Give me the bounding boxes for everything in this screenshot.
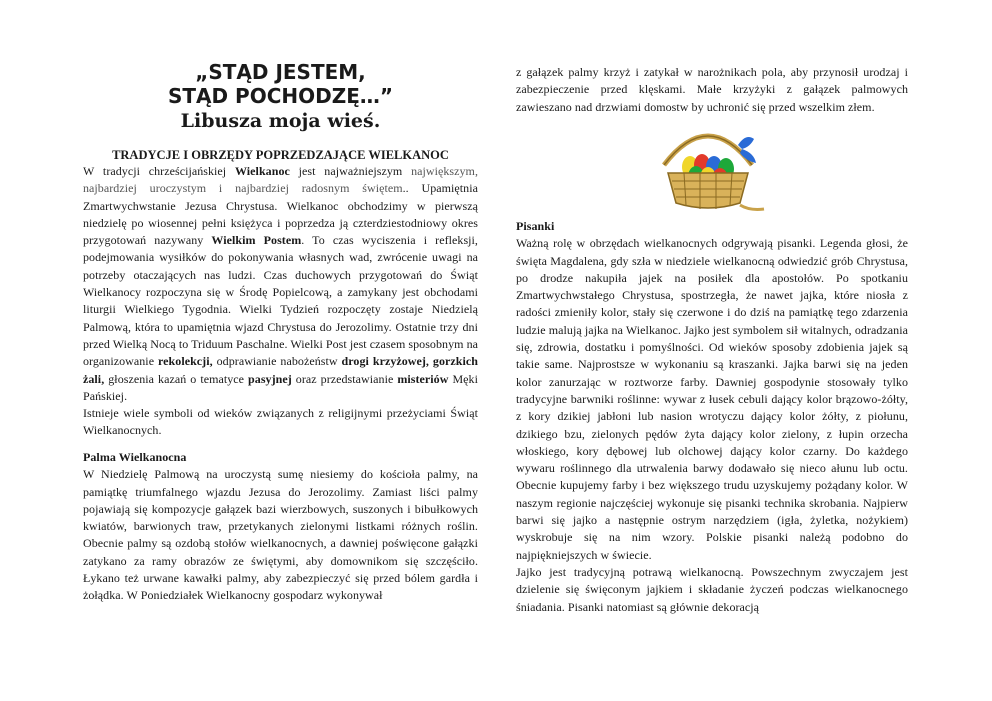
pisanki-section	[516, 218, 908, 616]
page-title-line-2: STĄD POCHODZĘ…”	[167, 84, 394, 108]
text-run: głoszenia kazań o tematyce	[104, 371, 249, 386]
text-run: . To czas wyciszenia i refleksji, podejmowania wysiłków do pokonywania własnych wad, zwrócenie uwagi na potrzeby otaczających nas ludzi. Czas duchowych przygotowań do Świąt Wielkanocy rozpoczyna się w Środę Popielcową, a zamykany jest obchodami liturgii Wielkiego Tygodnia. Wielki Tydzień rozpoczęty zostaje Niedzielą Palmową, która to upamiętnia wjazd Chrystusa do Jerozolimy. Ostatnie trzy dni przed Wielką Nocą to Triduum Paschalne. Wielki Post jest czasem sposobnym na organizowanie	[83, 233, 478, 369]
bold-term: drogi krzyżowej, gorzkich żali,	[83, 354, 478, 386]
bold-term: misteriów	[397, 371, 449, 386]
symbols-paragraph: Istnieje wiele symboli od wieków związanych z religijnymi przeżyciami Świąt Wielkanocnych.	[83, 406, 478, 438]
section-title: TRADYCJE I OBRZĘDY POPRZEDZAJĄCE WIELKANOC	[112, 148, 449, 162]
gray-text-run: największym, najbardziej uroczystym i najbardziej radosnym świętem	[83, 164, 478, 196]
text-run: jest najważniejszym	[289, 164, 412, 178]
text-run: W tradycji chrześcijańskiej	[83, 164, 235, 178]
text-run: Męki Pańskiej.	[83, 371, 478, 403]
palma-heading: Palma Wielkanocna	[83, 450, 187, 464]
text-run: oraz przedstawianie	[291, 371, 398, 386]
text-run: odprawianie nabożeństw	[212, 354, 342, 369]
easter-egg-paragraph: Jajko jest tradycyjną potrawą wielkanocną. Powszechnym zwyczajem jest dzielenie się święconym jajkiem i składanie życzeń podczas wielkanocnego śniadania. Pisanki natomiast są głównie dekoracją	[516, 564, 908, 614]
left-column-text	[83, 163, 478, 440]
bold-term: Wielkim Postem	[211, 233, 302, 248]
bold-term: pasyjnej	[248, 371, 292, 386]
intro-paragraph	[83, 163, 478, 405]
bold-term: Wielkanoc	[234, 164, 290, 178]
text-run: .. Upamiętnia Zmartwychwstanie Jezusa Chrystusa. Wielkanoc obchodzimy w pierwszą niedzielę po wiosennej pełni księżyca i poprzedza ją czterdziestodniowy okres przygotowań nazywany	[83, 181, 478, 248]
pisanki-heading: Pisanki	[516, 219, 555, 233]
easter-basket-icon	[650, 125, 766, 220]
bold-term: rekolekcji,	[158, 354, 213, 369]
palma-section	[83, 449, 478, 605]
page-subtitle: Libusza moja wieś.	[180, 110, 381, 132]
right-top-paragraph: z gałązek palmy krzyż i zatykał w narożnikach pola, aby przynosił urodzaj i zabezpieczenie przed klęskami. Małe krzyżyki z gałązek palmowych zawieszano nad drzwiami domostw by uchronić się przed wszelkim złem.	[516, 65, 908, 114]
palma-paragraph: W Niedzielę Palmową na uroczystą sumę niesiemy do kościoła palmy, na pamiątkę triumfalnego wjazdu Jezusa do Jerozolimy. Zamiast liści palmy pojawiają się kompozycje gałązek bazi wierzbowych, suszonych i bibułkowych kwiatów, barwionych traw, przetykanych zielonymi listkami różnych roślin. Obecnie palmy są ozdobą stołów wielkanocnych, a dawniej poświęcone gałązki zatykano za ramy obrazów ze świętymi, aby domownikom się szczęściło. Łykano też urwane kawałki palmy, aby zabezpieczyć się przed bólem gardła i żołądka. W Poniedziałek Wielkanocny gospodarz wykonywał	[83, 467, 478, 603]
page-title-line-1: „STĄD JESTEM,	[195, 60, 366, 84]
pisanki-paragraph: Ważną rolę w obrzędach wielkanocnych odgrywają pisanki. Legenda głosi, że święta Magdalena, gdy szła w niedziele wielkanocną odwiedzić grób Chrystusa, po drodze nakupiła jajek na posiłek dla apostołów. Po spotkaniu Zmartwychwstałego Chrystusa, spostrzegła, że nawet jajka, które niosła z radości zmieniły kolor, stały się czerwone i do dziś na pamiątkę tego zdarzenia ludzie malują jajka na Wielkanoc. Jajko jest symbolem sił witalnych, odradzania się, zdrowia, dostatku i pomyślności. Od wieków sposoby zdobienia jajek są takie same. Najprostsze w wykonaniu są kraszanki. Jajka barwi się na jeden kolor zanurzając w roztworze farby. Dawniej gospodynie stosowały tylko tradycyjne barwniki roślinne: wywar z łusek cebuli dający kolor brązowo-żółty, z kory dzikiej jabłoni lub nasion wrotyczu dający kolor żółty, z piołunu, dzikiego bzu, zielonych pędów żyta dający kolor zielony, z łupin orzecha włoskiego, kory dębowej lub olchowej dający kolor czarny. Do każdego wywaru roślinnego dla utrwalenia barwy dodawało się nieco ałunu lub octu. Obecnie kupujemy farby i bez większego trudu uzyskujemy pożądany kolor. W naszym regionie najczęściej wykonuje się pisanki technika skrobania. Najpierw barwi się jajko a następnie ostrym narzędziem (igła, żyletka, nożykiem) wyskrobuje się na nim wzory. Polskie pisanki należą podobno do najpiękniejszych w świecie.	[516, 236, 908, 562]
